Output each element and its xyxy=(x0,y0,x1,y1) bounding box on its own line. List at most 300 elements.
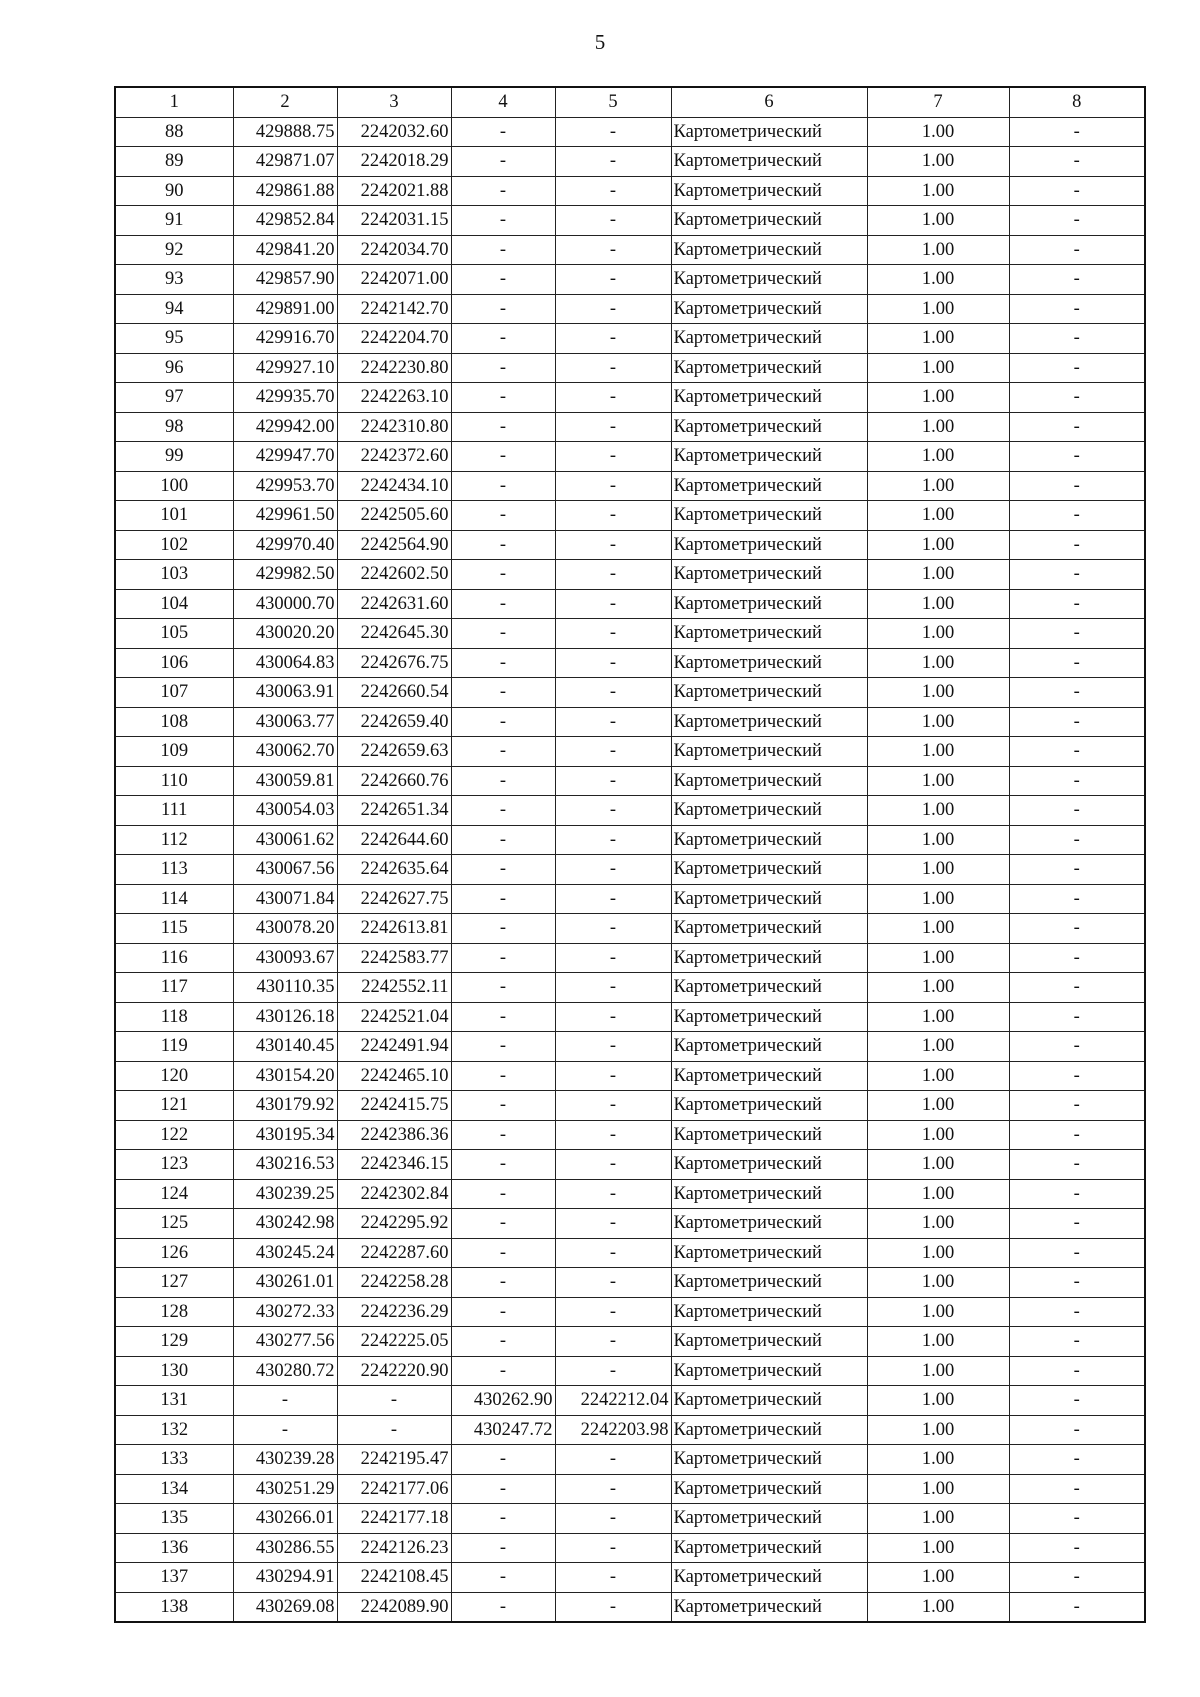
point-number-cell: 101 xyxy=(115,501,233,531)
point-number-cell: 135 xyxy=(115,1504,233,1534)
method-cell: Картометрический xyxy=(671,973,867,1003)
table-row xyxy=(115,914,1145,944)
x-new-cell: - xyxy=(451,206,555,236)
x-cell: 430286.55 xyxy=(233,1533,337,1563)
table-row xyxy=(115,1002,1145,1032)
x-new-cell: - xyxy=(451,117,555,147)
method-cell: Картометрический xyxy=(671,1150,867,1180)
table-row xyxy=(115,1238,1145,1268)
x-new-cell: - xyxy=(451,1327,555,1357)
x-new-cell: - xyxy=(451,294,555,324)
accuracy-cell: 1.00 xyxy=(867,442,1009,472)
y-cell: 2242195.47 xyxy=(337,1445,451,1475)
table-row xyxy=(115,1179,1145,1209)
y-new-cell: 2242212.04 xyxy=(555,1386,671,1416)
y-cell: 2242521.04 xyxy=(337,1002,451,1032)
accuracy-cell: 1.00 xyxy=(867,589,1009,619)
method-cell: Картометрический xyxy=(671,1091,867,1121)
y-new-cell: - xyxy=(555,324,671,354)
y-cell: 2242236.29 xyxy=(337,1297,451,1327)
description-cell: - xyxy=(1009,855,1145,885)
accuracy-cell: 1.00 xyxy=(867,1120,1009,1150)
point-number-cell: 91 xyxy=(115,206,233,236)
accuracy-cell: 1.00 xyxy=(867,265,1009,295)
x-cell: 430277.56 xyxy=(233,1327,337,1357)
table-row xyxy=(115,353,1145,383)
y-cell: 2242491.94 xyxy=(337,1032,451,1062)
x-new-cell: - xyxy=(451,1032,555,1062)
y-cell: 2242372.60 xyxy=(337,442,451,472)
point-number-cell: 108 xyxy=(115,707,233,737)
point-number-cell: 121 xyxy=(115,1091,233,1121)
accuracy-cell: 1.00 xyxy=(867,855,1009,885)
table-row xyxy=(115,943,1145,973)
y-cell: 2242142.70 xyxy=(337,294,451,324)
table-row xyxy=(115,560,1145,590)
table-row xyxy=(115,383,1145,413)
point-number-cell: 92 xyxy=(115,235,233,265)
accuracy-cell: 1.00 xyxy=(867,176,1009,206)
x-new-cell: - xyxy=(451,678,555,708)
y-cell: 2242295.92 xyxy=(337,1209,451,1239)
x-new-cell: - xyxy=(451,530,555,560)
point-number-cell: 129 xyxy=(115,1327,233,1357)
method-cell: Картометрический xyxy=(671,1120,867,1150)
column-header-1: 1 xyxy=(115,87,233,117)
accuracy-cell: 1.00 xyxy=(867,1504,1009,1534)
y-new-cell: - xyxy=(555,442,671,472)
x-cell: 430078.20 xyxy=(233,914,337,944)
page-number: 5 xyxy=(594,30,606,54)
table-row xyxy=(115,117,1145,147)
accuracy-cell: 1.00 xyxy=(867,117,1009,147)
table-row xyxy=(115,324,1145,354)
table-row xyxy=(115,707,1145,737)
accuracy-cell: 1.00 xyxy=(867,914,1009,944)
description-cell: - xyxy=(1009,1474,1145,1504)
method-cell: Картометрический xyxy=(671,796,867,826)
accuracy-cell: 1.00 xyxy=(867,737,1009,767)
accuracy-cell: 1.00 xyxy=(867,619,1009,649)
x-cell: 430154.20 xyxy=(233,1061,337,1091)
method-cell: Картометрический xyxy=(671,235,867,265)
point-number-cell: 133 xyxy=(115,1445,233,1475)
point-number-cell: 112 xyxy=(115,825,233,855)
x-new-cell: - xyxy=(451,766,555,796)
table-row xyxy=(115,1297,1145,1327)
method-cell: Картометрический xyxy=(671,501,867,531)
x-cell: - xyxy=(233,1386,337,1416)
accuracy-cell: 1.00 xyxy=(867,1091,1009,1121)
description-cell: - xyxy=(1009,825,1145,855)
point-number-cell: 115 xyxy=(115,914,233,944)
accuracy-cell: 1.00 xyxy=(867,1592,1009,1622)
table-row xyxy=(115,1209,1145,1239)
y-cell: 2242177.06 xyxy=(337,1474,451,1504)
y-new-cell: - xyxy=(555,206,671,236)
point-number-cell: 124 xyxy=(115,1179,233,1209)
description-cell: - xyxy=(1009,501,1145,531)
y-new-cell: - xyxy=(555,1268,671,1298)
y-cell: 2242434.10 xyxy=(337,471,451,501)
description-cell: - xyxy=(1009,796,1145,826)
description-cell: - xyxy=(1009,353,1145,383)
point-number-cell: 137 xyxy=(115,1563,233,1593)
point-number-cell: 88 xyxy=(115,117,233,147)
x-cell: 429916.70 xyxy=(233,324,337,354)
accuracy-cell: 1.00 xyxy=(867,707,1009,737)
table-row xyxy=(115,1150,1145,1180)
y-cell: 2242018.29 xyxy=(337,147,451,177)
accuracy-cell: 1.00 xyxy=(867,1327,1009,1357)
x-new-cell: - xyxy=(451,589,555,619)
x-cell: 430054.03 xyxy=(233,796,337,826)
y-new-cell: - xyxy=(555,1356,671,1386)
y-cell: 2242552.11 xyxy=(337,973,451,1003)
accuracy-cell: 1.00 xyxy=(867,1238,1009,1268)
description-cell: - xyxy=(1009,1563,1145,1593)
column-header-6: 6 xyxy=(671,87,867,117)
x-new-cell: - xyxy=(451,1120,555,1150)
point-number-cell: 131 xyxy=(115,1386,233,1416)
table-body xyxy=(115,117,1145,1622)
table-header-row xyxy=(115,87,1145,117)
description-cell: - xyxy=(1009,117,1145,147)
x-cell: 429935.70 xyxy=(233,383,337,413)
x-cell: 430093.67 xyxy=(233,943,337,973)
x-new-cell: - xyxy=(451,1592,555,1622)
y-cell: 2242108.45 xyxy=(337,1563,451,1593)
coordinates-table xyxy=(114,86,1146,1623)
y-new-cell: - xyxy=(555,1002,671,1032)
accuracy-cell: 1.00 xyxy=(867,1268,1009,1298)
method-cell: Картометрический xyxy=(671,943,867,973)
y-cell: 2242310.80 xyxy=(337,412,451,442)
x-new-cell: - xyxy=(451,1179,555,1209)
table-row xyxy=(115,1445,1145,1475)
table-row xyxy=(115,619,1145,649)
accuracy-cell: 1.00 xyxy=(867,648,1009,678)
accuracy-cell: 1.00 xyxy=(867,943,1009,973)
y-cell: 2242635.64 xyxy=(337,855,451,885)
point-number-cell: 93 xyxy=(115,265,233,295)
method-cell: Картометрический xyxy=(671,1061,867,1091)
x-cell: 430294.91 xyxy=(233,1563,337,1593)
y-cell: 2242465.10 xyxy=(337,1061,451,1091)
point-number-cell: 97 xyxy=(115,383,233,413)
table-row xyxy=(115,1091,1145,1121)
y-new-cell: - xyxy=(555,176,671,206)
description-cell: - xyxy=(1009,619,1145,649)
method-cell: Картометрический xyxy=(671,1533,867,1563)
method-cell: Картометрический xyxy=(671,206,867,236)
point-number-cell: 89 xyxy=(115,147,233,177)
method-cell: Картометрический xyxy=(671,412,867,442)
point-number-cell: 105 xyxy=(115,619,233,649)
y-new-cell: - xyxy=(555,1061,671,1091)
x-cell: 429871.07 xyxy=(233,147,337,177)
y-new-cell: - xyxy=(555,766,671,796)
y-cell: 2242032.60 xyxy=(337,117,451,147)
accuracy-cell: 1.00 xyxy=(867,560,1009,590)
table-row xyxy=(115,265,1145,295)
point-number-cell: 134 xyxy=(115,1474,233,1504)
table-row xyxy=(115,648,1145,678)
description-cell: - xyxy=(1009,530,1145,560)
y-cell: 2242021.88 xyxy=(337,176,451,206)
accuracy-cell: 1.00 xyxy=(867,1179,1009,1209)
y-cell: 2242676.75 xyxy=(337,648,451,678)
x-new-cell: - xyxy=(451,1091,555,1121)
method-cell: Картометрический xyxy=(671,442,867,472)
y-new-cell: - xyxy=(555,1504,671,1534)
accuracy-cell: 1.00 xyxy=(867,1002,1009,1032)
y-new-cell: - xyxy=(555,648,671,678)
description-cell: - xyxy=(1009,1445,1145,1475)
table-row xyxy=(115,235,1145,265)
table-row xyxy=(115,412,1145,442)
x-new-cell: - xyxy=(451,1356,555,1386)
table-row xyxy=(115,1563,1145,1593)
x-cell: 430195.34 xyxy=(233,1120,337,1150)
table-row xyxy=(115,766,1145,796)
point-number-cell: 94 xyxy=(115,294,233,324)
point-number-cell: 126 xyxy=(115,1238,233,1268)
point-number-cell: 96 xyxy=(115,353,233,383)
y-cell: 2242204.70 xyxy=(337,324,451,354)
x-cell: 429841.20 xyxy=(233,235,337,265)
y-cell: 2242263.10 xyxy=(337,383,451,413)
y-cell: 2242258.28 xyxy=(337,1268,451,1298)
point-number-cell: 113 xyxy=(115,855,233,885)
method-cell: Картометрический xyxy=(671,1297,867,1327)
table-row xyxy=(115,678,1145,708)
x-new-cell: - xyxy=(451,1002,555,1032)
x-cell: 430179.92 xyxy=(233,1091,337,1121)
x-new-cell: - xyxy=(451,1445,555,1475)
x-cell: 430000.70 xyxy=(233,589,337,619)
method-cell: Картометрический xyxy=(671,737,867,767)
method-cell: Картометрический xyxy=(671,294,867,324)
x-cell: 430071.84 xyxy=(233,884,337,914)
y-new-cell: - xyxy=(555,530,671,560)
x-cell: 429927.10 xyxy=(233,353,337,383)
x-cell: 430272.33 xyxy=(233,1297,337,1327)
x-cell: 429961.50 xyxy=(233,501,337,531)
x-new-cell: - xyxy=(451,353,555,383)
description-cell: - xyxy=(1009,1179,1145,1209)
y-cell: 2242645.30 xyxy=(337,619,451,649)
table-row xyxy=(115,147,1145,177)
table-row xyxy=(115,737,1145,767)
y-new-cell: - xyxy=(555,855,671,885)
x-new-cell: - xyxy=(451,855,555,885)
description-cell: - xyxy=(1009,737,1145,767)
x-new-cell: - xyxy=(451,943,555,973)
point-number-cell: 138 xyxy=(115,1592,233,1622)
method-cell: Картометрический xyxy=(671,1032,867,1062)
description-cell: - xyxy=(1009,589,1145,619)
x-new-cell: - xyxy=(451,619,555,649)
x-cell: 430063.77 xyxy=(233,707,337,737)
accuracy-cell: 1.00 xyxy=(867,412,1009,442)
point-number-cell: 110 xyxy=(115,766,233,796)
y-new-cell: - xyxy=(555,1238,671,1268)
point-number-cell: 102 xyxy=(115,530,233,560)
x-cell: 430140.45 xyxy=(233,1032,337,1062)
description-cell: - xyxy=(1009,1297,1145,1327)
method-cell: Картометрический xyxy=(671,1592,867,1622)
point-number-cell: 136 xyxy=(115,1533,233,1563)
method-cell: Картометрический xyxy=(671,1474,867,1504)
description-cell: - xyxy=(1009,294,1145,324)
y-new-cell: - xyxy=(555,471,671,501)
description-cell: - xyxy=(1009,1268,1145,1298)
table-row xyxy=(115,206,1145,236)
y-new-cell: - xyxy=(555,1091,671,1121)
y-cell: 2242651.34 xyxy=(337,796,451,826)
method-cell: Картометрический xyxy=(671,648,867,678)
x-cell: 429947.70 xyxy=(233,442,337,472)
table-row xyxy=(115,176,1145,206)
description-cell: - xyxy=(1009,678,1145,708)
x-new-cell: - xyxy=(451,471,555,501)
method-cell: Картометрический xyxy=(671,1209,867,1239)
column-header-2: 2 xyxy=(233,87,337,117)
method-cell: Картометрический xyxy=(671,1327,867,1357)
x-cell: 430062.70 xyxy=(233,737,337,767)
method-cell: Картометрический xyxy=(671,176,867,206)
y-cell: - xyxy=(337,1386,451,1416)
x-cell: 430216.53 xyxy=(233,1150,337,1180)
description-cell: - xyxy=(1009,442,1145,472)
column-header-5: 5 xyxy=(555,87,671,117)
point-number-cell: 95 xyxy=(115,324,233,354)
y-new-cell: - xyxy=(555,796,671,826)
accuracy-cell: 1.00 xyxy=(867,147,1009,177)
x-cell: 430239.28 xyxy=(233,1445,337,1475)
y-new-cell: - xyxy=(555,501,671,531)
x-new-cell: - xyxy=(451,825,555,855)
y-new-cell: - xyxy=(555,1327,671,1357)
x-new-cell: - xyxy=(451,707,555,737)
y-cell: 2242627.75 xyxy=(337,884,451,914)
y-new-cell: - xyxy=(555,117,671,147)
y-cell: 2242034.70 xyxy=(337,235,451,265)
accuracy-cell: 1.00 xyxy=(867,471,1009,501)
accuracy-cell: 1.00 xyxy=(867,1356,1009,1386)
y-new-cell: 2242203.98 xyxy=(555,1415,671,1445)
point-number-cell: 117 xyxy=(115,973,233,1003)
column-header-3: 3 xyxy=(337,87,451,117)
table-row xyxy=(115,294,1145,324)
description-cell: - xyxy=(1009,235,1145,265)
x-cell: 430020.20 xyxy=(233,619,337,649)
x-cell: 429953.70 xyxy=(233,471,337,501)
description-cell: - xyxy=(1009,1327,1145,1357)
y-new-cell: - xyxy=(555,825,671,855)
table-row xyxy=(115,1327,1145,1357)
y-cell: 2242177.18 xyxy=(337,1504,451,1534)
method-cell: Картометрический xyxy=(671,678,867,708)
method-cell: Картометрический xyxy=(671,117,867,147)
x-new-cell: - xyxy=(451,1238,555,1268)
table-row xyxy=(115,471,1145,501)
table-row xyxy=(115,1386,1145,1416)
method-cell: Картометрический xyxy=(671,914,867,944)
method-cell: Картометрический xyxy=(671,530,867,560)
description-cell: - xyxy=(1009,884,1145,914)
y-new-cell: - xyxy=(555,914,671,944)
description-cell: - xyxy=(1009,560,1145,590)
y-new-cell: - xyxy=(555,619,671,649)
description-cell: - xyxy=(1009,1061,1145,1091)
y-new-cell: - xyxy=(555,1474,671,1504)
y-cell: - xyxy=(337,1415,451,1445)
y-cell: 2242660.76 xyxy=(337,766,451,796)
table-row xyxy=(115,1356,1145,1386)
description-cell: - xyxy=(1009,1209,1145,1239)
description-cell: - xyxy=(1009,766,1145,796)
table-row xyxy=(115,855,1145,885)
accuracy-cell: 1.00 xyxy=(867,1563,1009,1593)
table-row xyxy=(115,973,1145,1003)
accuracy-cell: 1.00 xyxy=(867,884,1009,914)
table-row xyxy=(115,825,1145,855)
description-cell: - xyxy=(1009,471,1145,501)
y-cell: 2242031.15 xyxy=(337,206,451,236)
method-cell: Картометрический xyxy=(671,353,867,383)
method-cell: Картометрический xyxy=(671,324,867,354)
x-cell: 430064.83 xyxy=(233,648,337,678)
x-new-cell: - xyxy=(451,176,555,206)
description-cell: - xyxy=(1009,206,1145,236)
y-cell: 2242602.50 xyxy=(337,560,451,590)
y-new-cell: - xyxy=(555,294,671,324)
table-row xyxy=(115,884,1145,914)
description-cell: - xyxy=(1009,1356,1145,1386)
method-cell: Картометрический xyxy=(671,471,867,501)
y-cell: 2242287.60 xyxy=(337,1238,451,1268)
x-new-cell: - xyxy=(451,973,555,1003)
table-row xyxy=(115,1533,1145,1563)
description-cell: - xyxy=(1009,943,1145,973)
y-new-cell: - xyxy=(555,265,671,295)
x-cell: 430251.29 xyxy=(233,1474,337,1504)
method-cell: Картометрический xyxy=(671,383,867,413)
table-row xyxy=(115,1268,1145,1298)
y-new-cell: - xyxy=(555,678,671,708)
accuracy-cell: 1.00 xyxy=(867,1032,1009,1062)
y-new-cell: - xyxy=(555,1563,671,1593)
table-row xyxy=(115,1032,1145,1062)
y-new-cell: - xyxy=(555,1032,671,1062)
x-new-cell: - xyxy=(451,884,555,914)
x-new-cell: - xyxy=(451,442,555,472)
x-new-cell: - xyxy=(451,412,555,442)
y-new-cell: - xyxy=(555,560,671,590)
point-number-cell: 118 xyxy=(115,1002,233,1032)
accuracy-cell: 1.00 xyxy=(867,1474,1009,1504)
accuracy-cell: 1.00 xyxy=(867,1150,1009,1180)
x-new-cell: - xyxy=(451,1297,555,1327)
x-new-cell: - xyxy=(451,1150,555,1180)
y-new-cell: - xyxy=(555,707,671,737)
x-new-cell: - xyxy=(451,1268,555,1298)
y-new-cell: - xyxy=(555,1592,671,1622)
x-cell: 430269.08 xyxy=(233,1592,337,1622)
x-new-cell: 430247.72 xyxy=(451,1415,555,1445)
